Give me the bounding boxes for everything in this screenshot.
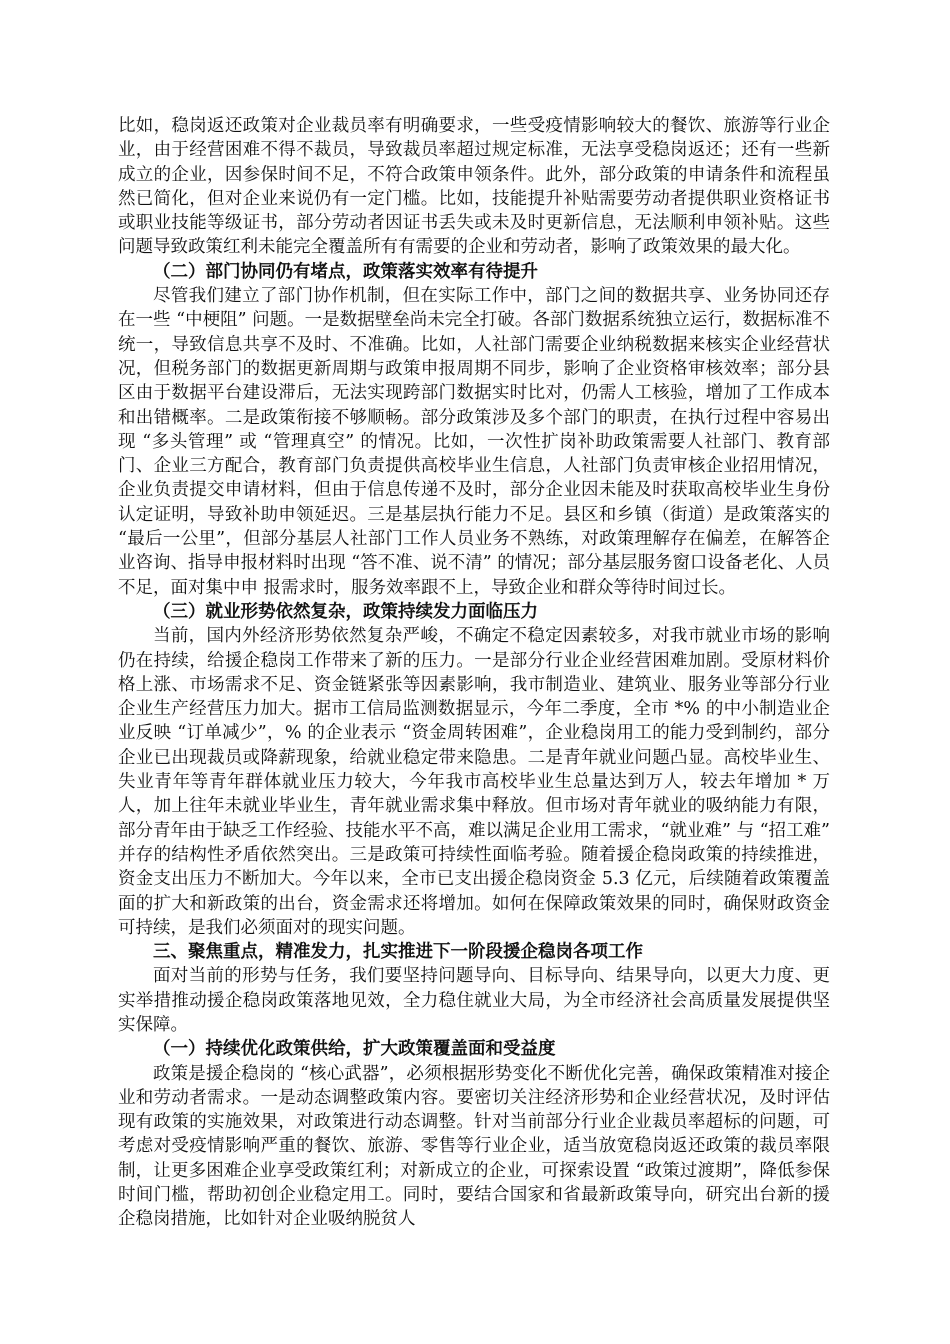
- section-heading-2: （二）部门协同仍有堵点，政策落实效率有待提升: [153, 261, 538, 282]
- section-heading-4: （一）持续优化政策供给，扩大政策覆盖面和受益度: [153, 1039, 556, 1060]
- paragraph-4: 政策是援企稳岗的 “核心武器”，必须根据形势变化不断优化完善，确保政策精准对接企业和劳动者需求。一是动态调整政策内容。要密切关注经济形势和企业经营状况，及时评估现有政策的实施效果，对政策进行动态调整。针对当前部分行业企业裁员率超标的问题，可考虑对受疫情影响严重的餐饮、旅游、零售等行业企业，适当放宽稳岗返还政策的裁员率限制，让更多困难企业享受政策红利；对新成立的企业，可探索设置 “政策过渡期”，降低参保时间门槛，帮助初创企业稳定用工。同时，要结合国家和省最新政策导向，研究出台新的援企稳岗措施，比如针对企业吸纳脱贫人: [118, 1063, 830, 1230]
- paragraph-major: 面对当前的形势与任务，我们要坚持问题导向、目标导向、结果导向，以更大力度、更实举措推动援企稳岗政策落地见效，全力稳住就业大局，为全市经济社会高质量发展提供坚实保障。: [118, 966, 830, 1035]
- section-heading-3: （三）就业形势依然复杂，政策持续发力面临压力: [153, 601, 538, 622]
- document-body: [118, 114, 830, 1232]
- major-heading: 三、聚焦重点，精准发力，扎实推进下一阶段援企稳岗各项工作: [153, 942, 643, 963]
- paragraph-2: 尽管我们建立了部门协作机制，但在实际工作中，部门之间的数据共享、业务协同还存在一些 “中梗阻” 问题。一是数据壁垒尚未完全打破。各部门数据系统独立运行，数据标准不统一，导致信息共享不及时、不准确。比如，人社部门需要企业纳税数据来核实企业经营状况，但税务部门的数据更新周期与政策申报周期不同步，影响了企业资格审核效率；部分县区由于数据平台建设滞后，无法实现跨部门数据实时比对，仍需人工核验，增加了工作成本和出错概率。二是政策衔接不够顺畅。部分政策涉及多个部门的职责，在执行过程中容易出现 “多头管理” 或 “管理真空” 的情况。比如，一次性扩岗补助政策需要人社部门、教育部门、企业三方配合，教育部门负责提供高校毕业生信息，人社部门负责审核企业招用情况，企业负责提交申请材料，但由于信息传递不及时，部分企业因未能及时获取高校毕业生身份认定证明，导致补助申领延迟。三是基层执行能力不足。县区和乡镇（街道）是政策落实的 “最后一公里”，但部分基层人社部门工作人员业务不熟练，对政策理解存在偏差，在解答企业咨询、指导申报材料时出现 “答不准、说不清” 的情况；部分基层服务窗口设备老化、人员不足，面对集中申 报需求时，服务效率跟不上，导致企业和群众等待时间过长。: [118, 286, 830, 598]
- paragraph-continued: 比如，稳岗返还政策对企业裁员率有明确要求，一些受疫情影响较大的餐饮、旅游等行业企业，由于经营困难不得不裁员，导致裁员率超过规定标准，无法享受稳岗返还；还有一些新成立的企业，因参保时间不足，不符合政策申领条件。此外，部分政策的申请条件和流程虽然已简化，但对企业来说仍有一定门槛。比如，技能提升补贴需要劳动者提供职业资格证书或职业技能等级证书，部分劳动者因证书丢失或未及时更新信息，无法顺利申领补贴。这些问题导致政策红利未能完全覆盖所有有需要的企业和劳动者，影响了政策效果的最大化。: [118, 116, 830, 258]
- paragraph-3: 当前，国内外经济形势依然复杂严峻，不确定不稳定因素较多，对我市就业市场的影响仍在持续，给援企稳岗工作带来了新的压力。一是部分行业企业经营困难加剧。受原材料价格上涨、市场需求不足、资金链紧张等因素影响，我市制造业、建筑业、服务业等部分行业企业生产经营压力加大。据市工信局监测数据显示，今年二季度，全市 *% 的中小制造业企业反映 “订单减少”，% 的企业表示 “资金周转困难”，企业稳岗用工的能力受到制约，部分企业已出现裁员或降薪现象，给就业稳定带来隐患。二是青年就业问题凸显。高校毕业生、失业青年等青年群体就业压力较大，今年我市高校毕业生总量达到万人，较去年增加 * 万人，加上往年未就业毕业生，青年就业需求集中释放。但市场对青年就业的吸纳能力有限，部分青年由于缺乏工作经验、技能水平不高，难以满足企业用工需求，“就业难” 与 “招工难” 并存的结构性矛盾依然突出。三是政策可持续性面临考验。随着援企稳岗政策的持续推进，资金支出压力不断加大。今年以来，全市已支出援企稳岗资金 5.3 亿元，后续随着政策覆盖面的扩大和新政策的出台，资金需求还将增加。如何在保障政策效果的同时，确保财政资金可持续，是我们必须面对的现实问题。: [118, 626, 830, 938]
